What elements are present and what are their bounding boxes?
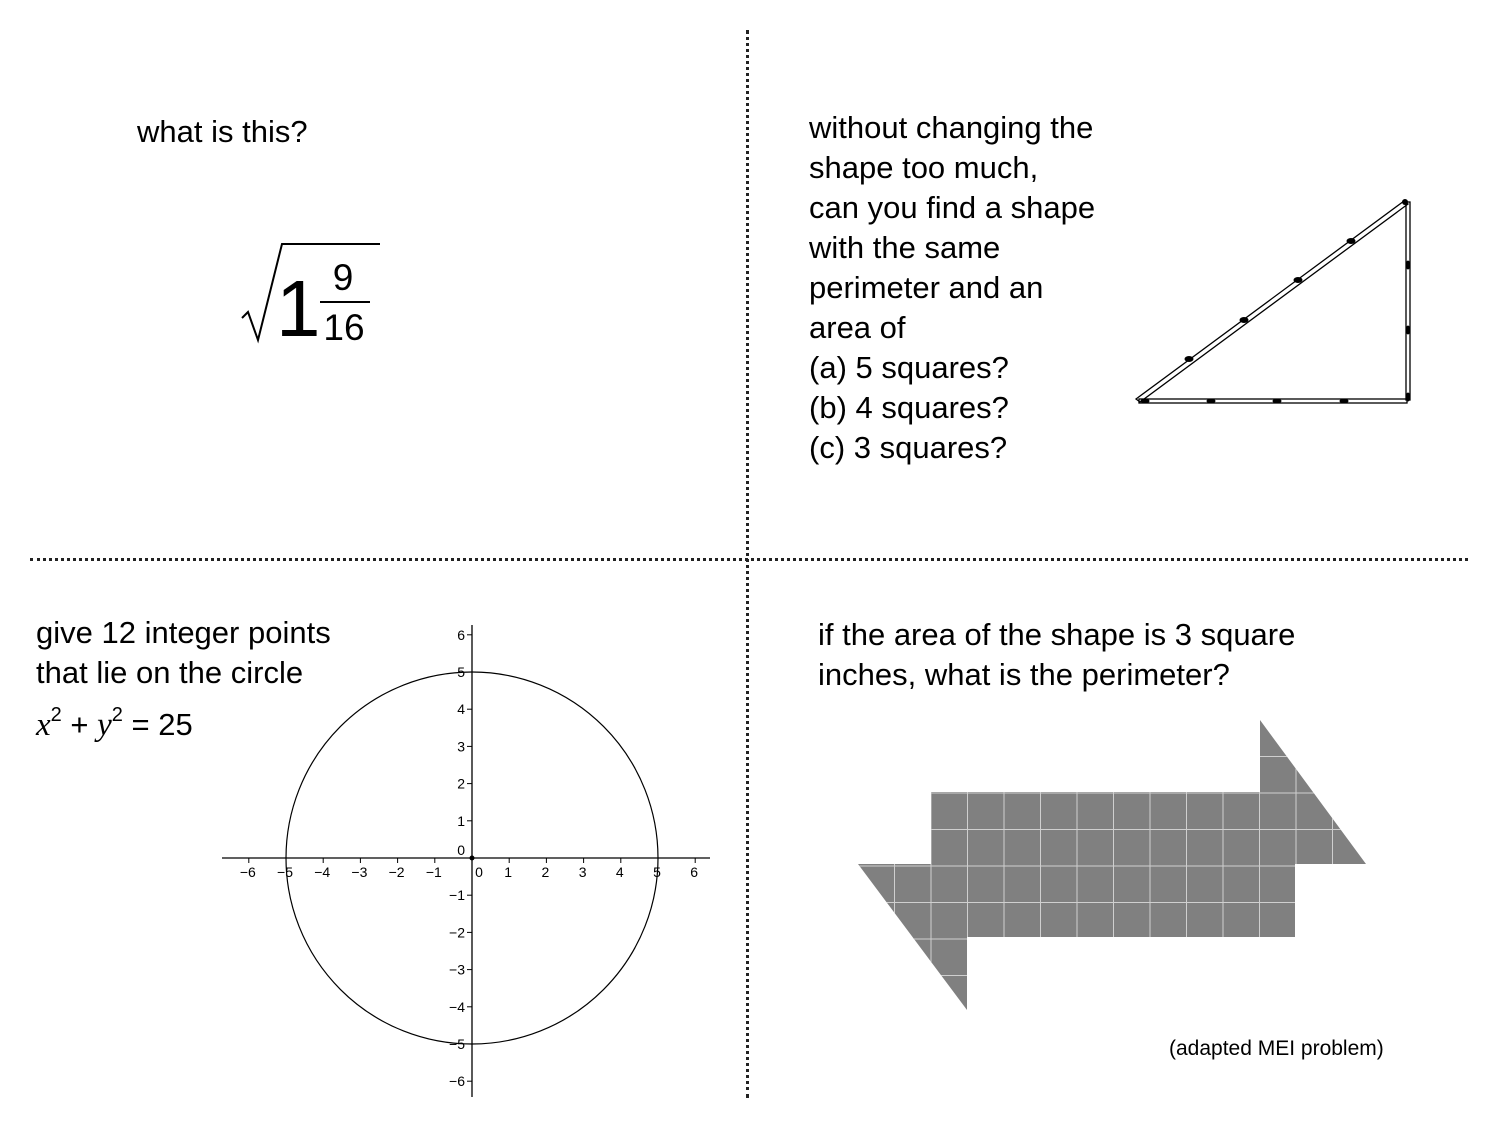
x-tick-label: 0 bbox=[475, 864, 483, 880]
y-tick-label: −1 bbox=[449, 887, 465, 904]
x-tick-label: −3 bbox=[351, 864, 368, 880]
y-tick-label: −6 bbox=[449, 1073, 465, 1090]
x-tick-label: 5 bbox=[653, 864, 661, 880]
x-tick-label: −2 bbox=[388, 864, 405, 880]
matchstick-hypotenuse bbox=[1136, 201, 1408, 402]
x-tick-label: 1 bbox=[504, 864, 513, 880]
sqrt-mixed-number bbox=[236, 236, 396, 351]
q2-text bbox=[809, 108, 1095, 468]
x-tick-label: −1 bbox=[425, 864, 442, 880]
q2-line: shape too much, bbox=[809, 150, 1039, 185]
y-tick-label: −5 bbox=[449, 1036, 465, 1052]
x-tick-label: −5 bbox=[277, 864, 293, 880]
q2-line: with the same bbox=[809, 230, 1001, 265]
y-tick-label: −2 bbox=[449, 924, 465, 941]
q2-option-c: (c) 3 squares? bbox=[809, 430, 1008, 465]
x-tick-label: 3 bbox=[578, 864, 587, 880]
y-tick-label: −3 bbox=[449, 961, 465, 978]
x-tick-label: 6 bbox=[690, 864, 699, 880]
q3-line: give 12 integer points bbox=[36, 615, 331, 650]
q3-line: that lie on the circle bbox=[36, 655, 304, 690]
y-tick-label: 1 bbox=[457, 812, 465, 829]
horizontal-divider bbox=[30, 558, 1468, 561]
x-tick-label: 4 bbox=[615, 864, 624, 880]
shaded-shape bbox=[858, 720, 1366, 1010]
y-tick-label: 0 bbox=[457, 842, 465, 858]
y-tick-label: 3 bbox=[457, 738, 465, 755]
q2-line: area of bbox=[809, 310, 906, 345]
credit-note: (adapted MEI problem) bbox=[1169, 1037, 1384, 1060]
whole-number: 1 bbox=[276, 264, 321, 351]
y-tick-label: −4 bbox=[449, 998, 465, 1015]
vertical-divider bbox=[746, 30, 749, 1098]
y-tick-label: 2 bbox=[457, 775, 465, 792]
q2-option-b: (b) 4 squares? bbox=[809, 390, 1009, 425]
q2-line: perimeter and an bbox=[809, 270, 1044, 305]
x-tick-label: −6 bbox=[239, 864, 256, 880]
q2-line: without changing the bbox=[809, 110, 1094, 145]
y-tick-label: 6 bbox=[457, 626, 465, 643]
q4-text bbox=[818, 615, 1295, 695]
circle-equation: $x^2 + y^2 = 25$ bbox=[36, 704, 193, 743]
q4-line: inches, what is the perimeter? bbox=[818, 657, 1230, 692]
q1-prompt: what is this? bbox=[137, 114, 308, 149]
x-tick-label: 2 bbox=[541, 864, 550, 880]
q4-line: if the area of the shape is 3 square bbox=[818, 617, 1296, 652]
coordinate-plane bbox=[210, 615, 730, 1105]
y-tick-label: 4 bbox=[457, 701, 465, 718]
y-tick-label: 5 bbox=[457, 664, 465, 680]
x-tick-label: −4 bbox=[314, 864, 331, 880]
q2-line: can you find a shape bbox=[809, 190, 1096, 225]
matchstick-vertical-side bbox=[1406, 202, 1410, 400]
q2-option-a: (a) 5 squares? bbox=[809, 350, 1009, 385]
grid-arrow-shape bbox=[850, 712, 1380, 1022]
numerator: 9 bbox=[332, 257, 354, 298]
origin-point bbox=[470, 856, 475, 861]
denominator: 16 bbox=[323, 307, 365, 348]
matchstick-triangle bbox=[1125, 190, 1425, 415]
